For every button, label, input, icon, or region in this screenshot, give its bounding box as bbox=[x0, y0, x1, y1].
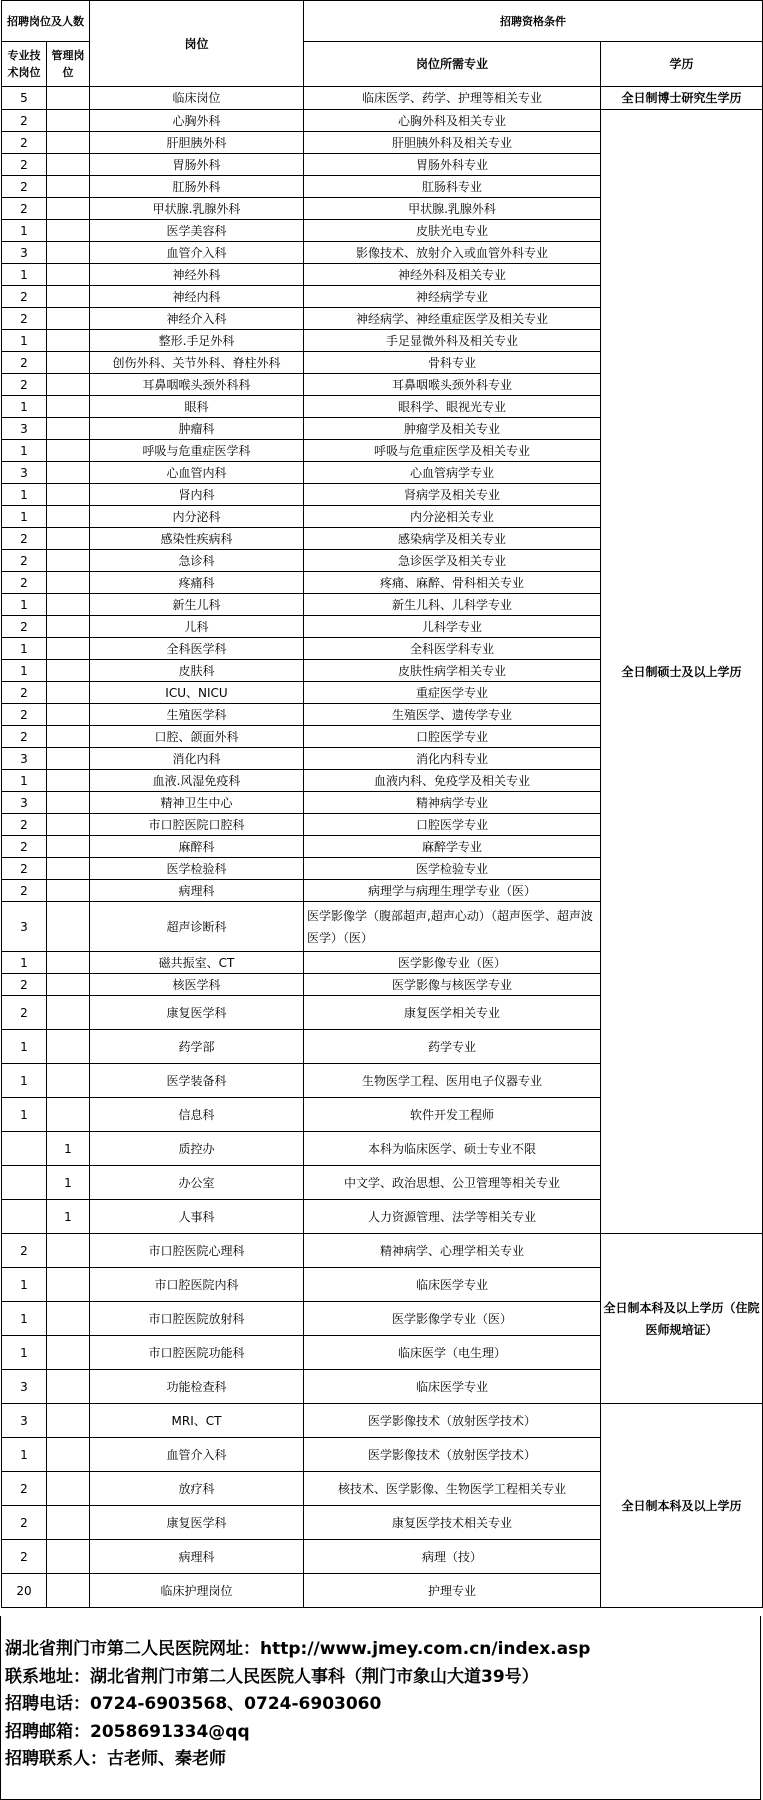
professional-count-cell: 2 bbox=[2, 176, 47, 198]
post-name-cell: 皮肤科 bbox=[90, 660, 304, 682]
professional-count-cell bbox=[2, 1166, 47, 1200]
post-name-cell: 临床岗位 bbox=[90, 87, 304, 110]
required-major-cell: 心血管病学专业 bbox=[304, 462, 601, 484]
professional-count-cell: 2 bbox=[2, 286, 47, 308]
required-major-cell: 临床医学专业 bbox=[304, 1268, 601, 1302]
management-count-cell bbox=[47, 902, 90, 952]
management-count-cell bbox=[47, 220, 90, 242]
management-count-cell bbox=[47, 484, 90, 506]
management-count-cell bbox=[47, 330, 90, 352]
post-name-cell: 甲状腺.乳腺外科 bbox=[90, 198, 304, 220]
education-requirement-cell: 全日制硕士及以上学历 bbox=[601, 110, 763, 1234]
professional-count-cell: 1 bbox=[2, 952, 47, 974]
required-major-cell: 神经外科及相关专业 bbox=[304, 264, 601, 286]
post-name-cell: 血液.风湿免疫科 bbox=[90, 770, 304, 792]
required-major-cell: 呼吸与危重症医学及相关专业 bbox=[304, 440, 601, 462]
management-count-cell bbox=[47, 594, 90, 616]
post-name-cell: 呼吸与危重症医学科 bbox=[90, 440, 304, 462]
education-header: 学历 bbox=[601, 42, 763, 87]
management-count-cell bbox=[47, 1234, 90, 1268]
required-major-cell: 精神病学、心理学相关专业 bbox=[304, 1234, 601, 1268]
management-count-cell bbox=[47, 440, 90, 462]
required-major-cell: 人力资源管理、法学等相关专业 bbox=[304, 1200, 601, 1234]
management-count-cell bbox=[47, 154, 90, 176]
management-count-cell: 1 bbox=[47, 1166, 90, 1200]
required-major-cell: 医学影像学专业（医） bbox=[304, 1302, 601, 1336]
management-count-cell bbox=[47, 682, 90, 704]
post-name-cell: 医学美容科 bbox=[90, 220, 304, 242]
management-count-cell bbox=[47, 286, 90, 308]
professional-count-cell: 1 bbox=[2, 638, 47, 660]
management-count-cell bbox=[47, 1098, 90, 1132]
professional-count-cell: 3 bbox=[2, 242, 47, 264]
post-name-cell: 心血管内科 bbox=[90, 462, 304, 484]
post-name-cell: 耳鼻咽喉头颈外科科 bbox=[90, 374, 304, 396]
post-name-cell: 精神卫生中心 bbox=[90, 792, 304, 814]
required-major-cell: 病理（技） bbox=[304, 1540, 601, 1574]
post-name-cell: 胃肠外科 bbox=[90, 154, 304, 176]
management-count-cell bbox=[47, 726, 90, 748]
management-count-cell bbox=[47, 880, 90, 902]
post-name-cell: 市口腔医院功能科 bbox=[90, 1336, 304, 1370]
management-count-cell bbox=[47, 242, 90, 264]
required-major-cell: 口腔医学专业 bbox=[304, 726, 601, 748]
required-major-cell: 精神病学专业 bbox=[304, 792, 601, 814]
recruitment-table bbox=[1, 0, 763, 1608]
recruitment-table-body bbox=[2, 1, 763, 1608]
required-major-cell: 神经病学、神经重症医学及相关专业 bbox=[304, 308, 601, 330]
professional-count-cell: 2 bbox=[2, 814, 47, 836]
management-count-cell bbox=[47, 1404, 90, 1438]
required-major-cell: 软件开发工程师 bbox=[304, 1098, 601, 1132]
positions-count-header: 招聘岗位及人数 bbox=[2, 1, 90, 42]
professional-count-cell: 2 bbox=[2, 682, 47, 704]
professional-count-cell: 1 bbox=[2, 440, 47, 462]
professional-count-cell: 1 bbox=[2, 1302, 47, 1336]
post-name-cell: 超声诊断科 bbox=[90, 902, 304, 952]
required-major-cell: 肾病学及相关专业 bbox=[304, 484, 601, 506]
professional-header: 专业技术岗位 bbox=[2, 42, 47, 87]
post-name-cell: 生殖医学科 bbox=[90, 704, 304, 726]
professional-count-cell: 2 bbox=[2, 836, 47, 858]
required-major-cell: 甲状腺.乳腺外科 bbox=[304, 198, 601, 220]
recruitment-email: 招聘邮箱：2058691334@qq bbox=[5, 1721, 250, 1742]
post-name-cell: 市口腔医院内科 bbox=[90, 1268, 304, 1302]
post-header: 岗位 bbox=[90, 1, 304, 87]
professional-count-cell: 1 bbox=[2, 1336, 47, 1370]
professional-count-cell: 1 bbox=[2, 660, 47, 682]
post-name-cell: 麻醉科 bbox=[90, 836, 304, 858]
post-name-cell: 新生儿科 bbox=[90, 594, 304, 616]
education-requirement-cell: 全日制博士研究生学历 bbox=[601, 87, 763, 110]
management-count-cell bbox=[47, 638, 90, 660]
table-row bbox=[2, 110, 763, 132]
professional-count-cell: 2 bbox=[2, 374, 47, 396]
required-major-cell: 医学影像技术（放射医学技术） bbox=[304, 1438, 601, 1472]
management-count-cell bbox=[47, 418, 90, 440]
required-major-cell: 皮肤性病学相关专业 bbox=[304, 660, 601, 682]
management-count-cell bbox=[47, 1574, 90, 1608]
required-major-cell: 肛肠科专业 bbox=[304, 176, 601, 198]
professional-count-cell: 2 bbox=[2, 880, 47, 902]
post-name-cell: ICU、NICU bbox=[90, 682, 304, 704]
management-count-cell bbox=[47, 87, 90, 110]
management-count-cell bbox=[47, 1302, 90, 1336]
post-name-cell: 核医学科 bbox=[90, 974, 304, 996]
post-name-cell: 消化内科 bbox=[90, 748, 304, 770]
required-major-cell: 生殖医学、遗传学专业 bbox=[304, 704, 601, 726]
post-name-cell: 儿科 bbox=[90, 616, 304, 638]
management-count-cell bbox=[47, 616, 90, 638]
required-major-cell: 心胸外科及相关专业 bbox=[304, 110, 601, 132]
required-major-cell: 急诊医学及相关专业 bbox=[304, 550, 601, 572]
management-count-cell bbox=[47, 1540, 90, 1574]
management-count-cell bbox=[47, 1472, 90, 1506]
professional-count-cell bbox=[2, 1132, 47, 1166]
post-name-cell: 血管介入科 bbox=[90, 1438, 304, 1472]
recruitment-contact: 招聘联系人：古老师、秦老师 bbox=[5, 1749, 226, 1769]
professional-count-cell: 2 bbox=[2, 198, 47, 220]
professional-count-cell: 3 bbox=[2, 462, 47, 484]
post-name-cell: MRI、CT bbox=[90, 1404, 304, 1438]
professional-count-cell: 3 bbox=[2, 1404, 47, 1438]
post-name-cell: 整形.手足外科 bbox=[90, 330, 304, 352]
professional-count-cell: 2 bbox=[2, 996, 47, 1030]
required-major-cell: 康复医学技术相关专业 bbox=[304, 1506, 601, 1540]
major-header: 岗位所需专业 bbox=[304, 42, 601, 87]
table-row bbox=[2, 1404, 763, 1438]
management-count-cell bbox=[47, 660, 90, 682]
post-name-cell: 医学装备科 bbox=[90, 1064, 304, 1098]
professional-count-cell: 2 bbox=[2, 974, 47, 996]
required-major-cell: 手足显微外科及相关专业 bbox=[304, 330, 601, 352]
table-row bbox=[2, 87, 763, 110]
contact-footer bbox=[0, 1616, 761, 1800]
professional-count-cell: 1 bbox=[2, 220, 47, 242]
professional-count-cell: 2 bbox=[2, 616, 47, 638]
management-count-cell bbox=[47, 704, 90, 726]
professional-count-cell: 20 bbox=[2, 1574, 47, 1608]
professional-count-cell: 1 bbox=[2, 264, 47, 286]
required-major-cell: 全科医学科专业 bbox=[304, 638, 601, 660]
professional-count-cell: 1 bbox=[2, 1064, 47, 1098]
post-name-cell: 临床护理岗位 bbox=[90, 1574, 304, 1608]
management-count-cell bbox=[47, 836, 90, 858]
required-major-cell: 医学影像学（腹部超声,超声心动）（超声医学、超声波医学）（医） bbox=[304, 902, 601, 952]
contact-address: 联系地址：湖北省荆门市第二人民医院人事科（荆门市象山大道39号） bbox=[5, 1666, 539, 1687]
qualification-header: 招聘资格条件 bbox=[304, 1, 763, 42]
required-major-cell: 新生儿科、儿科学专业 bbox=[304, 594, 601, 616]
post-name-cell: 康复医学科 bbox=[90, 1506, 304, 1540]
post-name-cell: 心胸外科 bbox=[90, 110, 304, 132]
management-count-cell bbox=[47, 1064, 90, 1098]
required-major-cell: 神经病学专业 bbox=[304, 286, 601, 308]
post-name-cell: 全科医学科 bbox=[90, 638, 304, 660]
management-count-cell bbox=[47, 1370, 90, 1404]
management-count-cell bbox=[47, 996, 90, 1030]
required-major-cell: 临床医学专业 bbox=[304, 1370, 601, 1404]
management-count-cell bbox=[47, 308, 90, 330]
post-name-cell: 神经内科 bbox=[90, 286, 304, 308]
required-major-cell: 影像技术、放射介入或血管外科专业 bbox=[304, 242, 601, 264]
post-name-cell: 肾内科 bbox=[90, 484, 304, 506]
management-count-cell bbox=[47, 374, 90, 396]
post-name-cell: 急诊科 bbox=[90, 550, 304, 572]
post-name-cell: 病理科 bbox=[90, 880, 304, 902]
management-count-cell bbox=[47, 814, 90, 836]
post-name-cell: 放疗科 bbox=[90, 1472, 304, 1506]
post-name-cell: 人事科 bbox=[90, 1200, 304, 1234]
management-count-cell bbox=[47, 176, 90, 198]
required-major-cell: 麻醉学专业 bbox=[304, 836, 601, 858]
management-count-cell bbox=[47, 952, 90, 974]
required-major-cell: 医学影像技术（放射医学技术） bbox=[304, 1404, 601, 1438]
management-count-cell bbox=[47, 1438, 90, 1472]
professional-count-cell: 5 bbox=[2, 87, 47, 110]
required-major-cell: 病理学与病理生理学专业（医） bbox=[304, 880, 601, 902]
post-name-cell: 市口腔医院口腔科 bbox=[90, 814, 304, 836]
professional-count-cell: 2 bbox=[2, 1506, 47, 1540]
post-name-cell: 神经介入科 bbox=[90, 308, 304, 330]
management-count-cell bbox=[47, 1268, 90, 1302]
post-name-cell: 磁共振室、CT bbox=[90, 952, 304, 974]
post-name-cell: 内分泌科 bbox=[90, 506, 304, 528]
professional-count-cell: 1 bbox=[2, 506, 47, 528]
management-count-cell bbox=[47, 462, 90, 484]
professional-count-cell: 1 bbox=[2, 1098, 47, 1132]
management-count-cell bbox=[47, 572, 90, 594]
required-major-cell: 皮肤光电专业 bbox=[304, 220, 601, 242]
required-major-cell: 医学检验专业 bbox=[304, 858, 601, 880]
post-name-cell: 功能检查科 bbox=[90, 1370, 304, 1404]
post-name-cell: 口腔、颌面外科 bbox=[90, 726, 304, 748]
professional-count-cell: 1 bbox=[2, 1268, 47, 1302]
management-count-cell bbox=[47, 550, 90, 572]
required-major-cell: 肿瘤学及相关专业 bbox=[304, 418, 601, 440]
required-major-cell: 耳鼻咽喉头颈外科专业 bbox=[304, 374, 601, 396]
post-name-cell: 医学检验科 bbox=[90, 858, 304, 880]
required-major-cell: 核技术、医学影像、生物医学工程相关专业 bbox=[304, 1472, 601, 1506]
post-name-cell: 信息科 bbox=[90, 1098, 304, 1132]
required-major-cell: 儿科学专业 bbox=[304, 616, 601, 638]
management-count-cell bbox=[47, 792, 90, 814]
required-major-cell: 消化内科专业 bbox=[304, 748, 601, 770]
required-major-cell: 肝胆胰外科及相关专业 bbox=[304, 132, 601, 154]
recruitment-phone: 招聘电话：0724-6903568、0724-6903060 bbox=[5, 1694, 382, 1714]
post-name-cell: 血管介入科 bbox=[90, 242, 304, 264]
required-major-cell: 骨科专业 bbox=[304, 352, 601, 374]
required-major-cell: 本科为临床医学、硕士专业不限 bbox=[304, 1132, 601, 1166]
required-major-cell: 临床医学（电生理） bbox=[304, 1336, 601, 1370]
required-major-cell: 重症医学专业 bbox=[304, 682, 601, 704]
post-name-cell: 肝胆胰外科 bbox=[90, 132, 304, 154]
post-name-cell: 药学部 bbox=[90, 1030, 304, 1064]
post-name-cell: 市口腔医院心理科 bbox=[90, 1234, 304, 1268]
post-name-cell: 市口腔医院放射科 bbox=[90, 1302, 304, 1336]
professional-count-cell: 2 bbox=[2, 572, 47, 594]
post-name-cell: 肛肠外科 bbox=[90, 176, 304, 198]
required-major-cell: 疼痛、麻醉、骨科相关专业 bbox=[304, 572, 601, 594]
professional-count-cell: 2 bbox=[2, 1234, 47, 1268]
professional-count-cell: 1 bbox=[2, 330, 47, 352]
header-row-top bbox=[2, 1, 763, 42]
required-major-cell: 生物医学工程、医用电子仪器专业 bbox=[304, 1064, 601, 1098]
management-count-cell bbox=[47, 396, 90, 418]
required-major-cell: 临床医学、药学、护理等相关专业 bbox=[304, 87, 601, 110]
post-name-cell: 创伤外科、关节外科、脊柱外科 bbox=[90, 352, 304, 374]
management-count-cell bbox=[47, 264, 90, 286]
required-major-cell: 医学影像专业（医） bbox=[304, 952, 601, 974]
post-name-cell: 病理科 bbox=[90, 1540, 304, 1574]
professional-count-cell: 2 bbox=[2, 704, 47, 726]
management-count-cell bbox=[47, 974, 90, 996]
management-count-cell bbox=[47, 748, 90, 770]
post-name-cell: 办公室 bbox=[90, 1166, 304, 1200]
professional-count-cell: 3 bbox=[2, 792, 47, 814]
table-row bbox=[2, 1234, 763, 1268]
professional-count-cell: 2 bbox=[2, 132, 47, 154]
professional-count-cell bbox=[2, 1200, 47, 1234]
required-major-cell: 胃肠外科专业 bbox=[304, 154, 601, 176]
hospital-website: 湖北省荆门市第二人民医院网址：http://www.jmey.com.cn/index.asp bbox=[5, 1639, 591, 1659]
post-name-cell: 康复医学科 bbox=[90, 996, 304, 1030]
professional-count-cell: 2 bbox=[2, 528, 47, 550]
professional-count-cell: 2 bbox=[2, 550, 47, 572]
professional-count-cell: 3 bbox=[2, 748, 47, 770]
post-name-cell: 肿瘤科 bbox=[90, 418, 304, 440]
education-requirement-cell: 全日制本科及以上学历 bbox=[601, 1404, 763, 1608]
required-major-cell: 护理专业 bbox=[304, 1574, 601, 1608]
post-name-cell: 质控办 bbox=[90, 1132, 304, 1166]
professional-count-cell: 2 bbox=[2, 1472, 47, 1506]
required-major-cell: 药学专业 bbox=[304, 1030, 601, 1064]
management-count-cell bbox=[47, 110, 90, 132]
management-count-cell: 1 bbox=[47, 1200, 90, 1234]
post-name-cell: 疼痛科 bbox=[90, 572, 304, 594]
management-count-cell bbox=[47, 1030, 90, 1064]
required-major-cell: 血液内科、免疫学及相关专业 bbox=[304, 770, 601, 792]
management-count-cell bbox=[47, 528, 90, 550]
required-major-cell: 内分泌相关专业 bbox=[304, 506, 601, 528]
management-count-cell bbox=[47, 198, 90, 220]
management-count-cell bbox=[47, 506, 90, 528]
professional-count-cell: 2 bbox=[2, 154, 47, 176]
management-count-cell bbox=[47, 1336, 90, 1370]
post-name-cell: 神经外科 bbox=[90, 264, 304, 286]
professional-count-cell: 2 bbox=[2, 308, 47, 330]
professional-count-cell: 2 bbox=[2, 726, 47, 748]
professional-count-cell: 3 bbox=[2, 902, 47, 952]
management-count-cell: 1 bbox=[47, 1132, 90, 1166]
required-major-cell: 口腔医学专业 bbox=[304, 814, 601, 836]
professional-count-cell: 3 bbox=[2, 418, 47, 440]
required-major-cell: 康复医学相关专业 bbox=[304, 996, 601, 1030]
professional-count-cell: 1 bbox=[2, 770, 47, 792]
professional-count-cell: 1 bbox=[2, 396, 47, 418]
professional-count-cell: 3 bbox=[2, 1370, 47, 1404]
management-count-cell bbox=[47, 1506, 90, 1540]
professional-count-cell: 1 bbox=[2, 594, 47, 616]
required-major-cell: 感染病学及相关专业 bbox=[304, 528, 601, 550]
required-major-cell: 医学影像与核医学专业 bbox=[304, 974, 601, 996]
required-major-cell: 眼科学、眼视光专业 bbox=[304, 396, 601, 418]
post-name-cell: 感染性疾病科 bbox=[90, 528, 304, 550]
management-count-cell bbox=[47, 858, 90, 880]
management-count-cell bbox=[47, 352, 90, 374]
required-major-cell: 中文学、政治思想、公卫管理等相关专业 bbox=[304, 1166, 601, 1200]
professional-count-cell: 1 bbox=[2, 1438, 47, 1472]
professional-count-cell: 1 bbox=[2, 1030, 47, 1064]
education-requirement-cell: 全日制本科及以上学历（住院医师规培证） bbox=[601, 1234, 763, 1404]
professional-count-cell: 2 bbox=[2, 352, 47, 374]
professional-count-cell: 2 bbox=[2, 1540, 47, 1574]
management-header: 管理岗位 bbox=[47, 42, 90, 87]
professional-count-cell: 2 bbox=[2, 858, 47, 880]
professional-count-cell: 2 bbox=[2, 110, 47, 132]
management-count-cell bbox=[47, 770, 90, 792]
professional-count-cell: 1 bbox=[2, 484, 47, 506]
post-name-cell: 眼科 bbox=[90, 396, 304, 418]
management-count-cell bbox=[47, 132, 90, 154]
